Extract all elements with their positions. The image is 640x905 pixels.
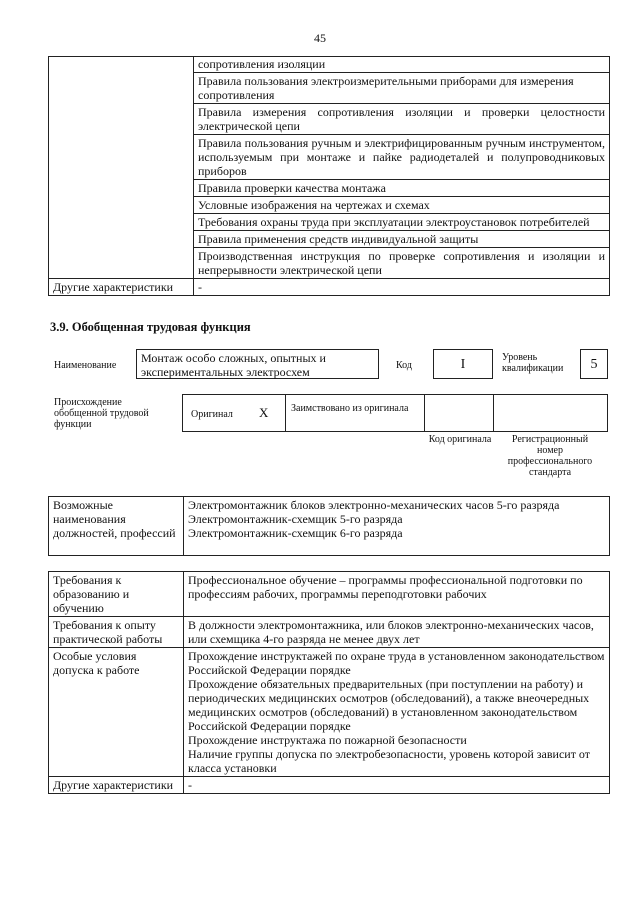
condition-item: Прохождение инструктажей по охране труда в установленном законодательством Российской Федерации порядке (188, 649, 605, 677)
skills-left-cell (49, 57, 194, 279)
position-item: Электромонтажник блоков электронно-механических часов 5-го разряда (188, 498, 560, 512)
positions-values (184, 497, 610, 556)
experience-value: В должности электромонтажника, или блоков электронно-механических часов, или схемщика 4-го разряда не менее двух лет (184, 617, 610, 648)
reg-number-label: Регистрационный номер профессионального стандарта (507, 434, 593, 478)
level-value: 5 (580, 349, 608, 379)
name-label: Наименование (54, 360, 117, 371)
positions-label: Возможные наименования должностей, профессий (49, 497, 184, 556)
condition-item: Прохождение обязательных предварительных (при поступлении на работу) и периодических медицинских осмотров (обследований), а также внеочередных медицинских осмотров (обследований) в установленном законодательством Российской Федерации порядке (188, 677, 590, 733)
divider (285, 395, 286, 431)
code-original-label: Код оригинала (428, 434, 492, 445)
origin-box (182, 394, 608, 432)
code-value: I (433, 349, 493, 379)
other-characteristics-value: - (194, 279, 610, 296)
special-conditions-label: Особые условия допуска к работе (49, 648, 184, 777)
other-label: Другие характеристики (49, 777, 184, 794)
borrowed-label: Заимствовано из оригинала (291, 403, 409, 414)
code-label: Код (396, 360, 412, 371)
education-value: Профессиональное обучение – программы профессиональной подготовки по профессиям рабочих, программы переподготовки рабочих (184, 572, 610, 617)
skills-row: Правила проверки качества монтажа (194, 180, 610, 197)
skills-row: Правила пользования электроизмерительными приборами для измерения сопротивления (194, 73, 610, 104)
education-label: Требования к образованию и обучению (49, 572, 184, 617)
experience-label: Требования к опыту практической работы (49, 617, 184, 648)
divider (493, 395, 494, 431)
skills-row: Правила применения средств индивидуальной защиты (194, 231, 610, 248)
original-mark: X (259, 405, 269, 420)
positions-table (48, 496, 610, 556)
origin-label: Происхождение обобщенной трудовой функции (54, 397, 149, 430)
position-item: Электромонтажник-схемщик 6-го разряда (188, 526, 403, 540)
skills-row: Правила измерения сопротивления изоляции и проверки целостности электрической цепи (194, 104, 610, 135)
condition-item: Прохождение инструктажа по пожарной безопасности (188, 733, 467, 747)
divider (424, 395, 425, 431)
position-item: Электромонтажник-схемщик 5-го разряда (188, 512, 403, 526)
skills-table (48, 56, 610, 296)
skills-row: Условные изображения на чертежах и схемах (194, 197, 610, 214)
other-value: - (184, 777, 610, 794)
function-name: Монтаж особо сложных, опытных и экспериментальных электросхем (136, 349, 379, 379)
skills-row: Производственная инструкция по проверке сопротивления и изоляции и непрерывности электрической цепи (194, 248, 610, 279)
special-conditions-values (184, 648, 610, 777)
condition-item: Наличие группы допуска по электробезопасности, уровень которой зависит от класса установки (188, 747, 591, 775)
page-number: 45 (314, 31, 326, 45)
other-characteristics-label: Другие характеристики (49, 279, 194, 296)
section-title: 3.9. Обобщенная трудовая функция (50, 320, 251, 334)
requirements-table (48, 571, 610, 794)
skills-row: сопротивления изоляции (194, 57, 610, 73)
original-label: Оригинал (191, 409, 233, 420)
skills-row: Правила пользования ручным и электрифицированным ручным инструментом, используемым при монтаже и пайке радиодеталей и полупроводниковых приборов (194, 135, 610, 180)
level-label: Уровень квалификации (502, 352, 564, 374)
skills-row: Требования охраны труда при эксплуатации электроустановок потребителей (194, 214, 610, 231)
